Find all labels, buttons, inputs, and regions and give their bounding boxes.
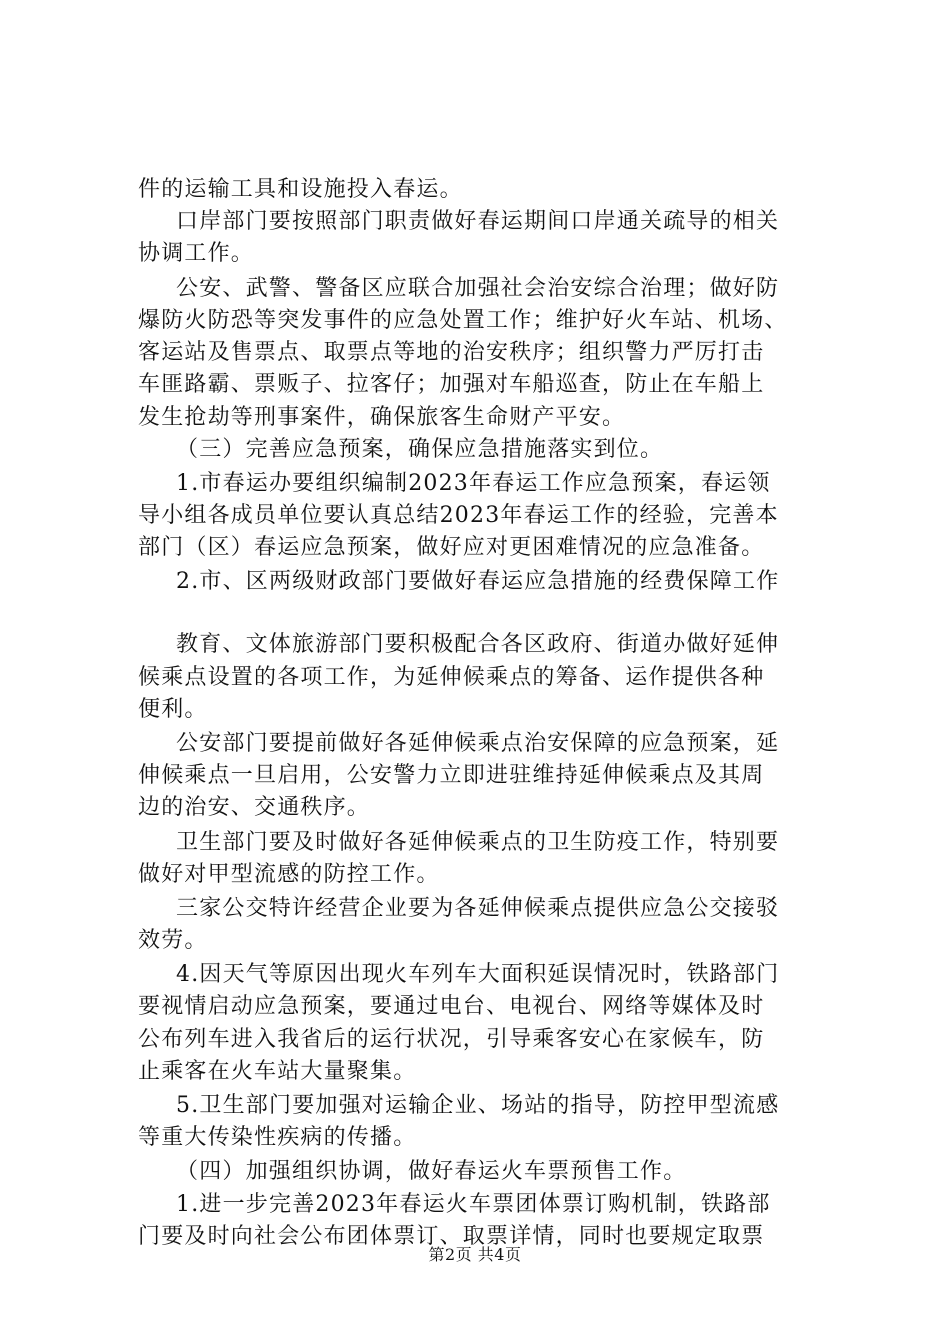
text-line: 等重大传染性疾病的传播。 <box>138 1125 417 1150</box>
text-line: 1.市春运办要组织编制2023年春运工作应急预案，春运领 <box>176 471 771 496</box>
text-line: 效劳。 <box>138 928 208 953</box>
text-line: 发生抢劫等刑事案件，确保旅客生命财产平安。 <box>138 405 626 430</box>
text-line: 止乘客在火车站大量聚集。 <box>138 1059 417 1084</box>
text-line: 车匪路霸、票贩子、拉客仔；加强对车船巡查，防止在车船上 <box>138 372 765 397</box>
page-number-footer: 第2页 共4页 <box>428 1245 522 1264</box>
text-line: 1.进一步完善2023年春运火车票团体票订购机制，铁路部 <box>176 1192 771 1217</box>
text-line: 伸候乘点一旦启用，公安警力立即进驻维持延伸候乘点及其周 <box>138 763 765 788</box>
text-line: 2.市、区两级财政部门要做好春运应急措施的经费保障工作 <box>176 569 780 594</box>
text-line: 件的运输工具和设施投入春运。 <box>138 177 463 202</box>
section-heading: （四）加强组织协调，做好春运火车票预售工作。 <box>176 1159 687 1184</box>
text-line: 三家公交特许经营企业要为各延伸候乘点提供应急公交接驳 <box>176 896 780 921</box>
text-line: 导小组各成员单位要认真总结2023年春运工作的经验，完善本 <box>138 503 779 528</box>
text-line: 卫生部门要及时做好各延伸候乘点的卫生防疫工作，特别要 <box>176 830 780 855</box>
text-line: 客运站及售票点、取票点等地的治安秩序；组织警力严厉打击 <box>138 340 765 365</box>
text-line: 5.卫生部门要加强对运输企业、场站的指导，防控甲型流感 <box>176 1093 780 1118</box>
text-line: 协调工作。 <box>138 241 255 266</box>
text-line: 候乘点设置的各项工作，为延伸候乘点的筹备、运作提供各种 <box>138 665 765 690</box>
text-line: 门要及时向社会公布团体票订、取票详情，同时也要规定取票 <box>138 1224 765 1249</box>
text-line: 教育、文体旅游部门要积极配合各区政府、街道办做好延伸 <box>176 632 780 657</box>
text-line: 公安、武警、警备区应联合加强社会治安综合治理；做好防 <box>176 276 780 301</box>
text-line: 公布列车进入我省后的运行状况，引导乘客安心在家候车，防 <box>138 1027 765 1052</box>
text-line: 便利。 <box>138 697 208 722</box>
text-line: 口岸部门要按照部门职责做好春运期间口岸通关疏导的相关 <box>176 209 780 234</box>
text-line: 边的治安、交通秩序。 <box>138 795 371 820</box>
text-line: 做好对甲型流感的防控工作。 <box>138 862 440 887</box>
section-heading: （三）完善应急预案，确保应急措施落实到位。 <box>176 437 664 462</box>
text-line: 爆防火防恐等突发事件的应急处置工作；维护好火车站、机场、 <box>138 308 788 333</box>
text-line: 部门（区）春运应急预案，做好应对更困难情况的应急准备。 <box>138 535 765 560</box>
text-line: 公安部门要提前做好各延伸候乘点治安保障的应急预案，延 <box>176 731 780 756</box>
text-line: 4.因天气等原因出现火车列车大面积延误情况时，铁路部门 <box>176 962 780 987</box>
text-line: 要视情启动应急预案，要通过电台、电视台、网络等媒体及时 <box>138 994 765 1019</box>
